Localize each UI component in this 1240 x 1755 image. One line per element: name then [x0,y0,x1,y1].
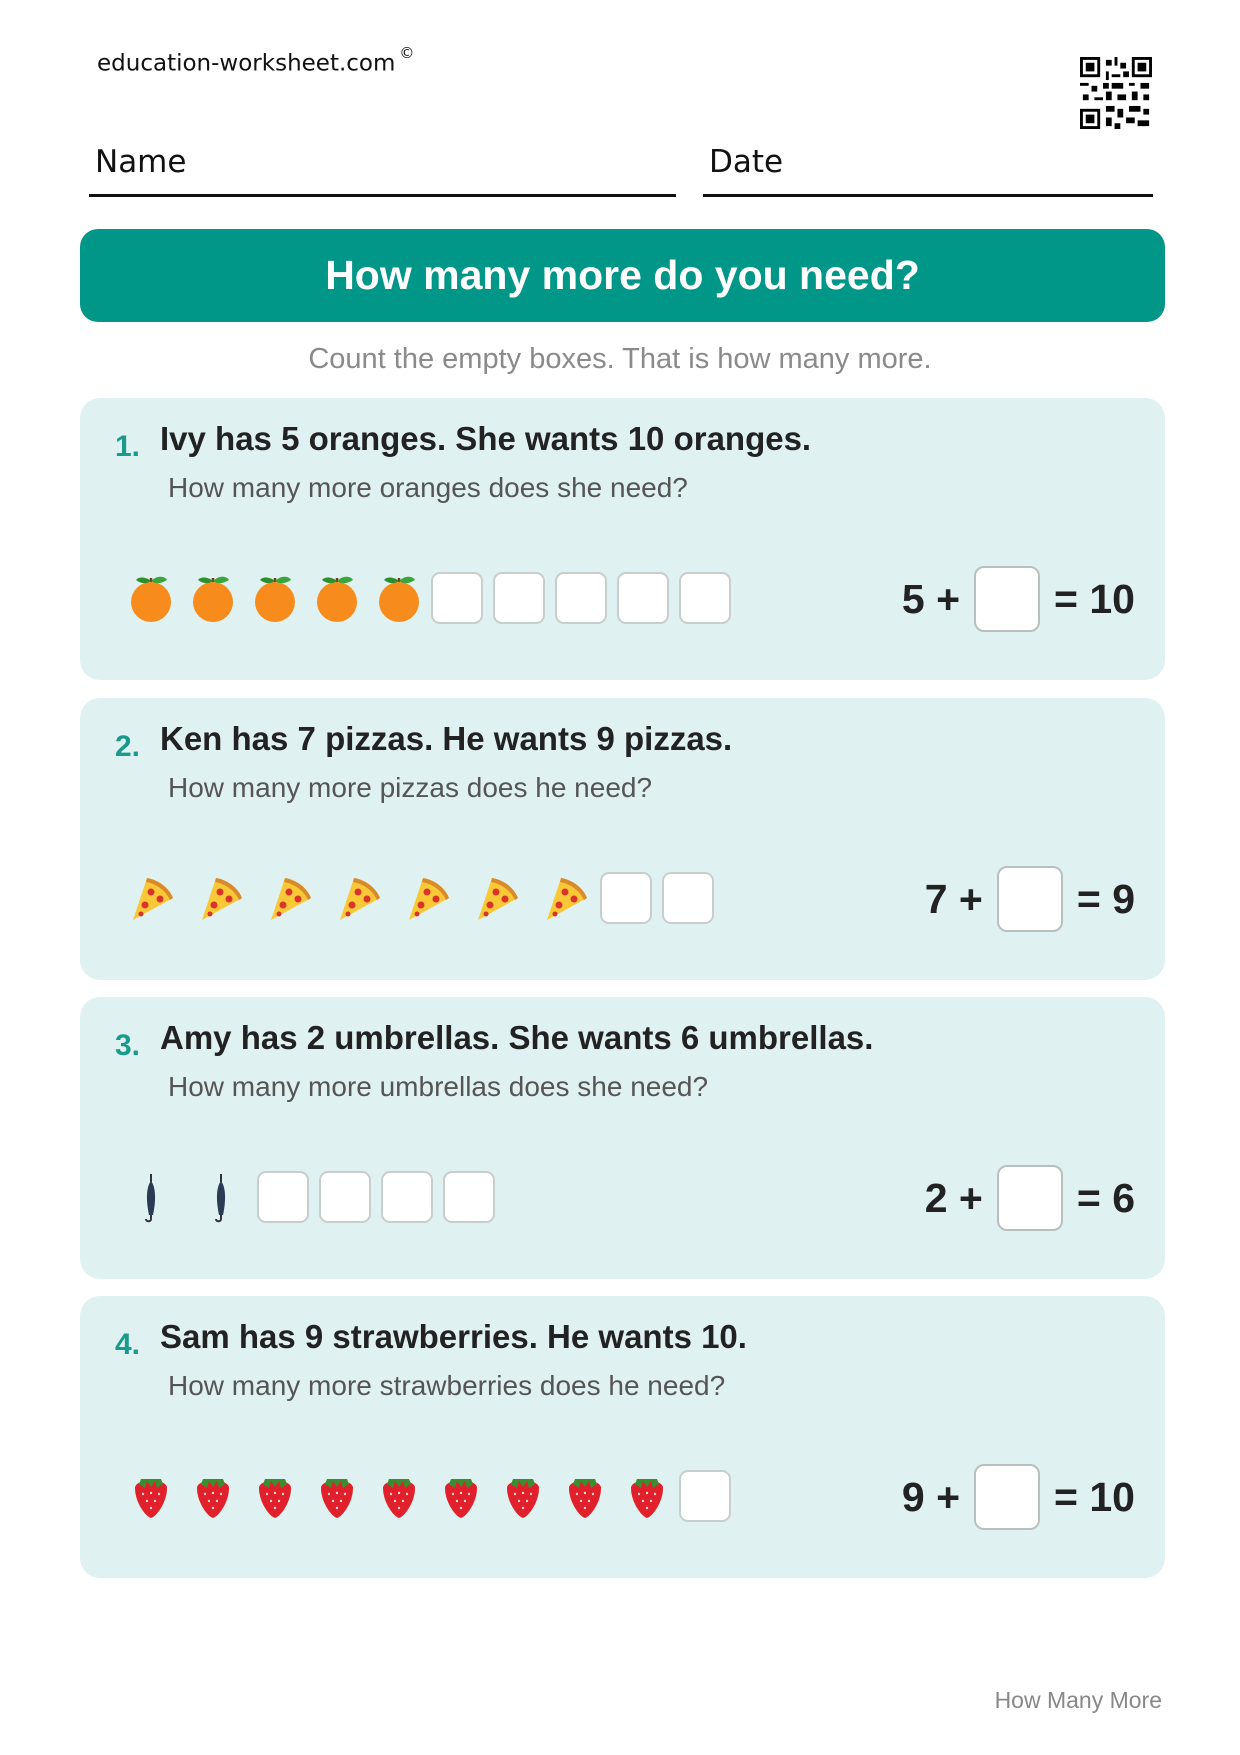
equation [902,566,1135,632]
equation-right: = 6 [1076,1174,1135,1221]
problem-question: Sam has 9 strawberries. He wants 10. [160,1318,747,1355]
equation-left: 7 + [924,875,983,922]
problem-subquestion: How many more umbrellas does she need? [168,1071,709,1102]
problem-card [80,698,1165,980]
equation-left: 5 + [901,575,961,622]
pizza-icon [472,872,520,924]
strawberry-icon [561,1470,609,1522]
pizza-icon [334,872,382,924]
empty-box [555,572,607,624]
strawberry-icon [499,1470,547,1522]
problem-question: Amy has 2 umbrellas. She wants 6 umbrellas. [160,1019,874,1056]
empty-box [600,872,652,924]
problem-subquestion: How many more oranges does she need? [168,472,688,503]
equation-left: 9 + [901,1473,961,1520]
empty-box [679,572,731,624]
orange-icon [189,572,237,624]
problem-subquestion: How many more strawberries does he need? [168,1370,726,1401]
empty-box [617,572,669,624]
empty-box [319,1171,371,1223]
problem-number: 4. [115,1328,141,1361]
name-label: Name [95,144,187,180]
worksheet-title: How many more do you need? [80,229,1165,322]
equation [925,866,1135,932]
problem-number: 3. [115,1029,141,1062]
strawberry-icon [251,1470,299,1522]
umbrella-icon [127,1171,175,1223]
strawberry-icon [375,1470,423,1522]
equation-right: = 10 [1054,1473,1135,1520]
answer-box[interactable] [997,866,1063,932]
pizza-icon [265,872,313,924]
problem-number: 2. [115,730,141,763]
empty-box [431,572,483,624]
orange-icon [251,572,299,624]
answer-box[interactable] [997,1165,1063,1231]
pizza-icon [541,872,589,924]
empty-box [679,1470,731,1522]
orange-icon [313,572,361,624]
strawberry-icon [313,1470,361,1522]
problem-card [80,997,1165,1279]
name-field[interactable] [89,140,676,197]
empty-box [662,872,714,924]
problem-number: 1. [115,430,141,463]
equation-left: 2 + [924,1174,983,1221]
problem-subquestion: How many more pizzas does he need? [168,772,653,803]
problem-card [80,398,1165,680]
problem-card [80,1296,1165,1578]
empty-box [443,1171,495,1223]
qr-code-icon [1080,57,1152,129]
equation [902,1464,1135,1530]
equation-right: = 10 [1054,575,1135,622]
footer-label: How Many More [994,1687,1162,1713]
problem-question: Ivy has 5 oranges. She wants 10 oranges. [160,420,812,457]
umbrella-icon [197,1171,245,1223]
instructions: Count the empty boxes. That is how many more. [308,343,932,375]
strawberry-icon [623,1470,671,1522]
strawberry-icon [127,1470,175,1522]
strawberry-icon [437,1470,485,1522]
date-label: Date [709,144,784,180]
answer-box[interactable] [974,1464,1040,1530]
orange-icon [127,572,175,624]
problem-question: Ken has 7 pizzas. He wants 9 pizzas. [160,720,733,757]
equation-right: = 9 [1076,875,1135,922]
empty-box [257,1171,309,1223]
answer-box[interactable] [974,566,1040,632]
orange-icon [375,572,423,624]
empty-box [493,572,545,624]
empty-box [381,1171,433,1223]
strawberry-icon [189,1470,237,1522]
pizza-icon [196,872,244,924]
pizza-icon [403,872,451,924]
equation [925,1165,1135,1231]
brand: education-worksheet.com © [97,44,415,77]
pizza-icon [127,872,175,924]
date-field[interactable] [703,140,1153,197]
